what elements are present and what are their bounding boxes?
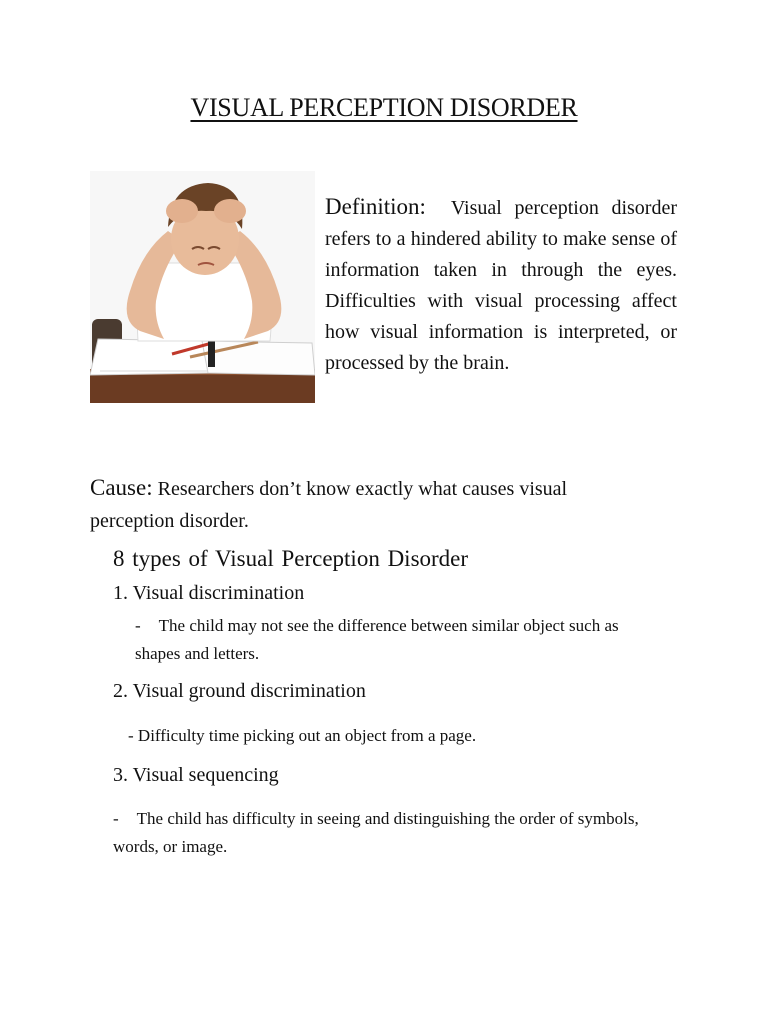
type-3-title: 3. Visual sequencing [113,764,279,786]
bullet-dash: - [113,809,119,828]
bullet-dash: - [128,726,134,745]
type-3-text: The child has difficulty in seeing and distinguishing the order of symbols, words, or image. [113,809,639,856]
definition-term: Definition: [325,194,426,219]
type-1-description [135,612,665,668]
child-frustrated-photo [90,171,315,403]
bullet-dash: - [135,616,141,635]
cause-text: Researchers don’t know exactly what causes visual perception disorder. [90,478,568,532]
type-2-title: 2. Visual ground discrimination [113,680,366,702]
cause-term: Cause: [90,475,153,500]
type-1-text: The child may not see the difference between similar object such as shapes and letters. [135,616,619,663]
document-title: VISUAL PERCEPTION DISORDER [190,93,578,122]
type-3-description [113,805,673,861]
type-2-text: Difficulty time picking out an object from a page. [137,726,477,745]
definition-text: Visual perception disorder refers to a hindered ability to make sense of information taken in through the eyes. Difficulties with visual processing affect how visual information is interpreted, or processed by the brain. [325,197,677,374]
type-1-title: 1. Visual discrimination [113,582,305,604]
definition-paragraph [325,191,677,379]
types-heading: 8 types of Visual Perception Disorder [113,546,469,571]
type-2-description [128,722,688,750]
cause-paragraph [90,472,650,537]
